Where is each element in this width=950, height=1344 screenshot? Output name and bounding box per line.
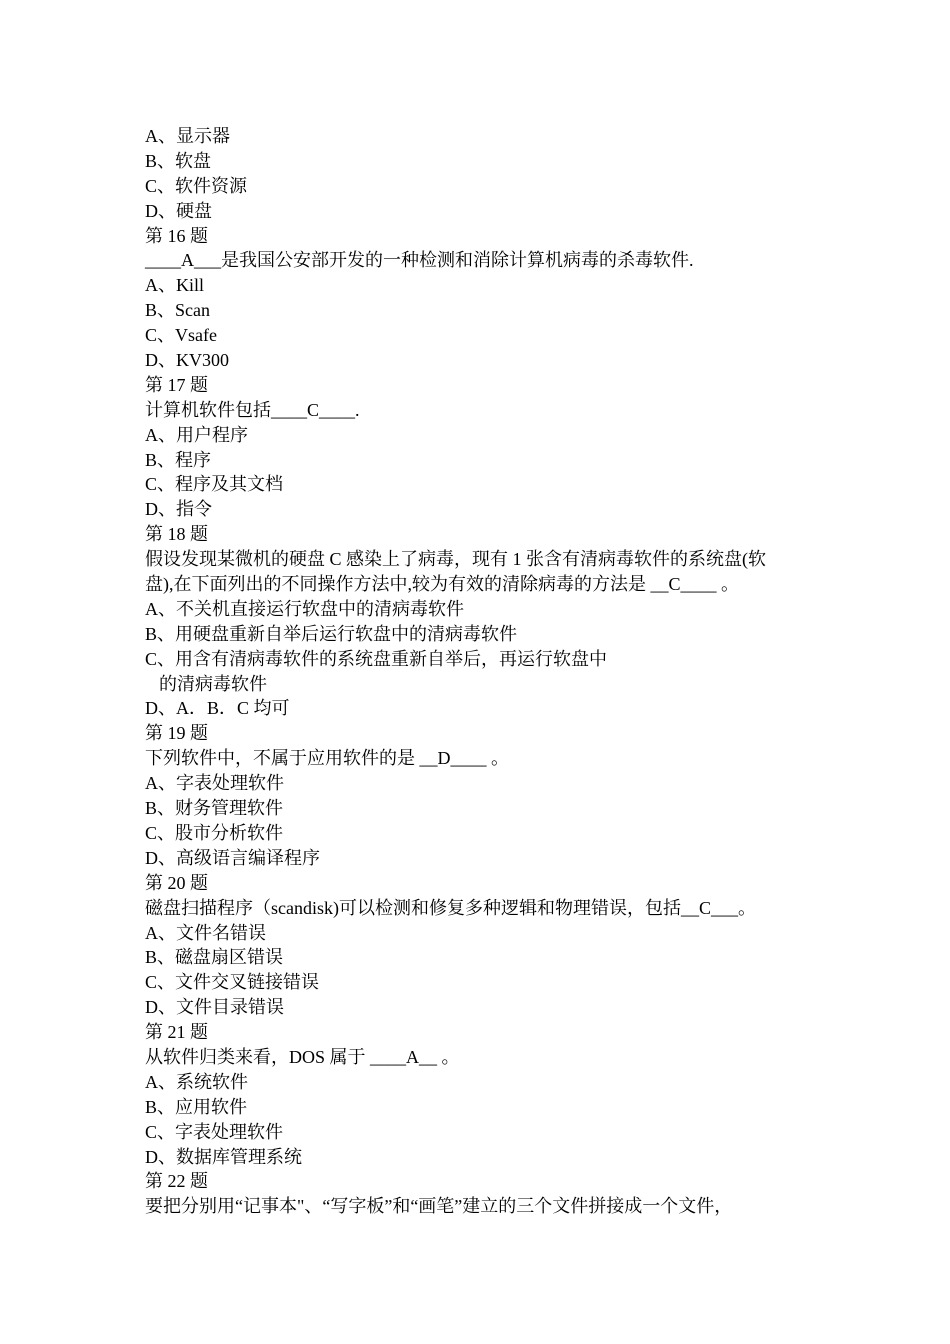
question-18-heading: 第 18 题 xyxy=(145,524,208,545)
question-18-text-line-2: 盘),在下面列出的不同操作方法中,较为有效的清除病毒的方法是 __C____ 。 xyxy=(145,574,739,595)
question-17-option-d: D、指令 xyxy=(145,499,212,520)
question-19-text: 下列软件中，不属于应用软件的是 __D____ 。 xyxy=(145,748,509,769)
question-19-heading: 第 19 题 xyxy=(145,723,208,744)
question-20-option-a: A、文件名错误 xyxy=(145,922,266,943)
question-16-option-c: C、Vsafe xyxy=(145,325,217,346)
question-18-option-d: D、A．B．C 均可 xyxy=(145,698,290,719)
question-19-option-d: D、高级语言编译程序 xyxy=(145,847,320,868)
question-18-option-c: C、用含有清病毒软件的系统盘重新自举后，再运行软盘中 xyxy=(145,648,608,669)
question-16-option-d: D、KV300 xyxy=(145,350,229,371)
question-20-option-c: C、文件交叉链接错误 xyxy=(145,972,320,993)
question-19-option-c: C、股市分析软件 xyxy=(145,822,284,843)
question-20-heading: 第 20 题 xyxy=(145,872,208,893)
option-d-hard-disk: D、硬盘 xyxy=(145,200,212,221)
option-a-display: A、显示器 xyxy=(145,126,230,146)
question-21-text: 从软件归类来看，DOS 属于 ____A__ 。 xyxy=(145,1046,460,1067)
question-17-heading: 第 17 题 xyxy=(145,374,208,395)
question-16-option-b: B、Scan xyxy=(145,300,210,321)
question-21-option-c: C、字表处理软件 xyxy=(145,1121,284,1142)
question-22-text: 要把分别用“记事本"、“写字板”和“画笔”建立的三个文件拼接成一个文件， xyxy=(145,1196,733,1217)
question-18-option-b: B、用硬盘重新自举后运行软盘中的清病毒软件 xyxy=(145,623,518,644)
option-b-floppy: B、软盘 xyxy=(145,150,212,171)
question-21-option-d: D、数据库管理系统 xyxy=(145,1146,302,1167)
question-18-option-c-continued: 的清病毒软件 xyxy=(159,673,267,694)
question-20-text: 磁盘扫描程序（scandisk)可以检测和修复多种逻辑和物理错误，包括__C___。 xyxy=(145,897,756,918)
question-20-option-d: D、文件目录错误 xyxy=(145,997,284,1018)
question-21-option-a: A、系统软件 xyxy=(145,1071,248,1092)
option-c-software-resources: C、软件资源 xyxy=(145,175,248,196)
document-page xyxy=(145,124,825,1219)
question-17-option-c: C、程序及其文档 xyxy=(145,474,284,495)
question-22-heading: 第 22 题 xyxy=(145,1171,208,1192)
question-17-option-a: A、用户程序 xyxy=(145,424,248,445)
question-20-option-b: B、磁盘扇区错误 xyxy=(145,947,284,968)
question-17-text: 计算机软件包括____C____. xyxy=(145,399,360,420)
question-19-option-a: A、字表处理软件 xyxy=(145,773,284,794)
question-21-heading: 第 21 题 xyxy=(145,1022,208,1043)
question-18-text-line-1: 假设发现某微机的硬盘 C 感染上了病毒，现有 1 张含有清病毒软件的系统盘(软 xyxy=(145,549,766,570)
question-16-text: ____A___是我国公安部开发的一种检测和消除计算机病毒的杀毒软件. xyxy=(145,250,694,271)
question-17-option-b: B、程序 xyxy=(145,449,212,470)
question-16-heading: 第 16 题 xyxy=(145,225,208,246)
question-16-option-a: A、Kill xyxy=(145,275,205,296)
question-21-option-b: B、应用软件 xyxy=(145,1096,248,1117)
question-19-option-b: B、财务管理软件 xyxy=(145,798,284,819)
question-18-option-a: A、不关机直接运行软盘中的清病毒软件 xyxy=(145,598,464,619)
